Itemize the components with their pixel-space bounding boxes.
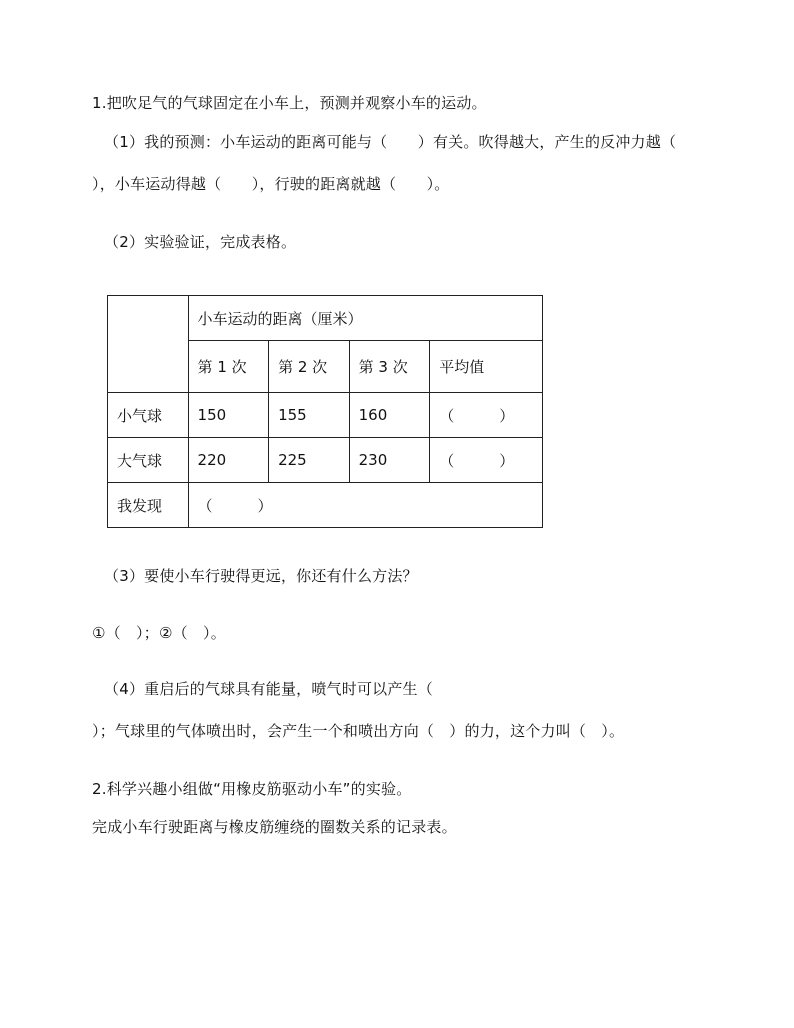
question-1-part-3-answers: ①（ ）；②（ ）。 [92, 624, 226, 642]
column-header-trial-2: 第 2 次 [269, 341, 350, 393]
column-header-trial-1: 第 1 次 [188, 341, 269, 393]
answer-blank-average-small[interactable]: （ ） [430, 393, 543, 438]
question-1-title: 1.把吹足气的气球固定在小车上，预测并观察小车的运动。 [92, 94, 487, 112]
column-header-average: 平均值 [430, 341, 543, 393]
question-1-part-1-line-1: （1）我的预测：小车运动的距离可能与（ ）有关。吹得越大，产生的反冲力越（ [104, 133, 677, 151]
table-row [108, 438, 543, 483]
question-1-part-2: （2）实验验证，完成表格。 [104, 233, 297, 251]
table-corner-cell [108, 296, 189, 393]
table-cell: 160 [349, 393, 430, 438]
question-1-part-4-line-2: ）；气球里的气体喷出时，会产生一个和喷出方向（ ）的力，这个力叫（ ）。 [92, 722, 625, 740]
table-cell: 230 [349, 438, 430, 483]
answer-blank-finding[interactable]: （ ） [188, 483, 542, 528]
row-label-large-balloon: 大气球 [108, 438, 189, 483]
question-2-title: 2.科学兴趣小组做“用橡皮筋驱动小车”的实验。 [92, 780, 412, 798]
row-label-small-balloon: 小气球 [108, 393, 189, 438]
question-1-part-4-line-1: （4）重启后的气球具有能量，喷气时可以产生（ [104, 680, 433, 698]
question-2-subtitle: 完成小车行驶距离与橡皮筋缠绕的圈数关系的记录表。 [92, 818, 457, 836]
distance-table [107, 295, 543, 528]
question-1-part-3: （3）要使小车行驶得更远，你还有什么方法？ [104, 567, 418, 585]
table-cell: 150 [188, 393, 269, 438]
question-1-part-1-line-2: ），小车运动得越（ ），行驶的距离就越（ ）。 [92, 175, 450, 193]
table-group-header: 小车运动的距离（厘米） [188, 296, 542, 341]
table-cell: 225 [269, 438, 350, 483]
table-row [108, 483, 543, 528]
column-header-trial-3: 第 3 次 [349, 341, 430, 393]
table-row [108, 393, 543, 438]
answer-blank-average-large[interactable]: （ ） [430, 438, 543, 483]
table-cell: 220 [188, 438, 269, 483]
row-label-finding: 我发现 [108, 483, 189, 528]
table-cell: 155 [269, 393, 350, 438]
